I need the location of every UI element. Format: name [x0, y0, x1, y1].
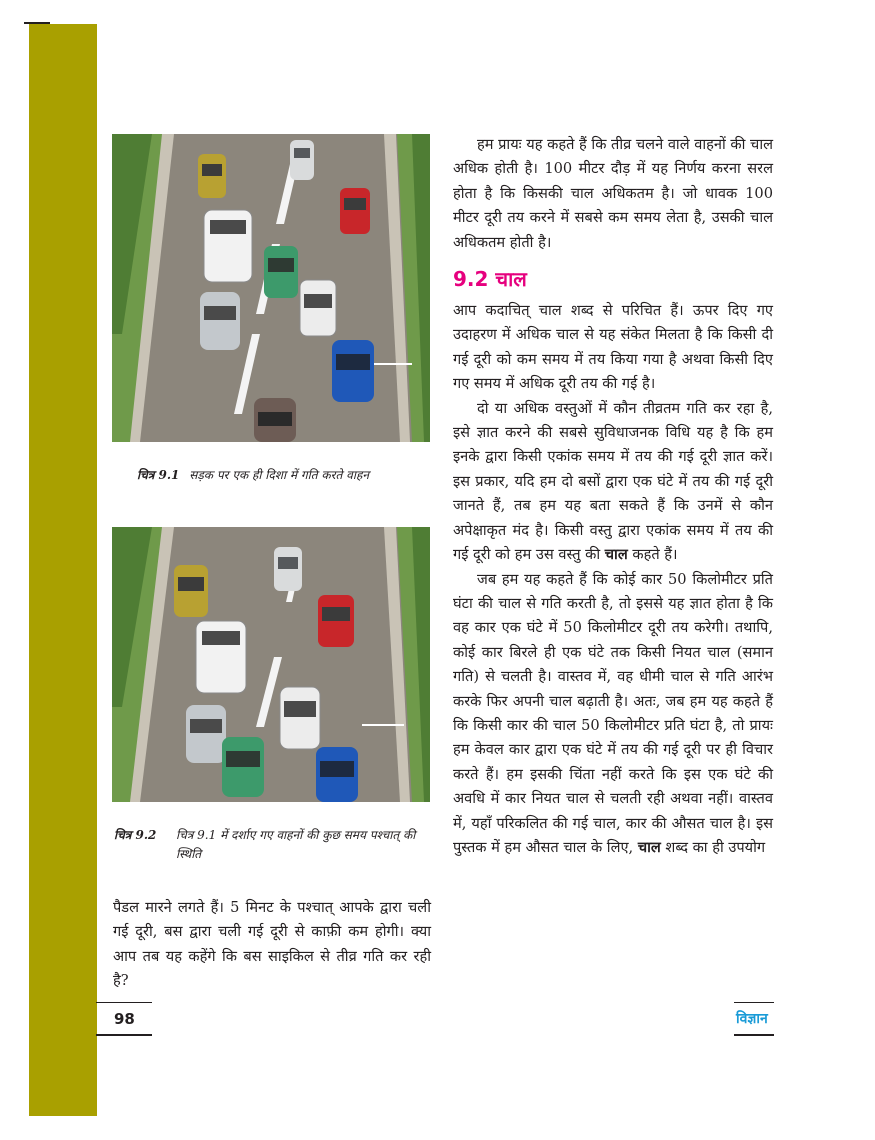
paragraph-3 — [453, 397, 773, 568]
car-green — [264, 246, 298, 298]
footer-rule-right — [734, 1002, 774, 1003]
car-silver — [274, 547, 302, 591]
car-white-van — [204, 210, 252, 282]
paragraph-4-end: शब्द का ही उपयोग — [665, 838, 766, 856]
page-number: 98 — [114, 1010, 135, 1028]
paragraph-4-keyword: चाल — [637, 838, 661, 856]
car-blue — [316, 747, 358, 802]
left-column-text — [113, 896, 431, 994]
left-paragraph: पैडल मारने लगते हैं। 5 मिनट के पश्चात् आपके द्वारा चली गई दूरी, बस द्वारा चली गई दूरी से काफ़ी कम होगी। क्या आप तब यह कहेंगे कि बस साइकिल से तीव्र गति कर रही है? — [113, 899, 431, 990]
car-silver — [290, 140, 314, 180]
car-red — [340, 188, 370, 234]
figure-9-1-illustration — [112, 134, 430, 442]
car-yellow — [174, 565, 208, 617]
paragraph-3-text: दो या अधिक वस्तुओं में कौन तीव्रतम गति कर रहा है, इसे ज्ञात करने की सबसे सुविधाजनक विधि यह है कि हम इनके द्वारा किसी एकांक समय में तय की गई दूरी ज्ञात करें। इस प्रकार, यदि हम दो बसों द्वारा एक घंटे में तय की गई दूरी जानते हैं, तब हम यह बता सकते हैं कि उनमें से कौन अपेक्षाकृत मंद है। किसी वस्तु द्वारा एकांक समय में तय की गई दूरी को हम उस वस्तु की — [453, 399, 773, 564]
footer-rule-left — [96, 1002, 152, 1003]
car-dark — [254, 398, 296, 442]
car-blue — [332, 340, 374, 402]
running-head: विज्ञान — [736, 1011, 768, 1027]
paragraph-4-text: जब हम यह कहते हैं कि कोई कार 50 किलोमीटर प्रति घंटा की चाल से गति करती है, तो इससे यह ज्ञात होता है कि वह कार एक घंटे में 50 किलोमीटर दूरी तय करेगी। तथापि, कोई कार बिरले ही एक घंटे तक किसी नियत चाल (समान गति) से चलती है। वास्तव में, वह धीमी चाल से गति आरंभ करके फिर अपनी चाल बढ़ाती है। अतः, जब हम यह कहते हैं कि किसी कार की चाल 50 किलोमीटर प्रति घंटा है, तो प्रायः हम केवल कार द्वारा एक घंटे में तय की गई दूरी पर ही विचार करते हैं। हम इसकी चिंता नहीं करते कि इस एक घंटे की अवधि में कार नियत चाल से चलती रही अथवा नहीं। वास्तव में, यहाँ परिकलित की गई चाल, कार की औसत चाल है। इस पुस्तक में हम औसत चाल के लिए, — [453, 570, 773, 856]
figure-9-2-illustration — [112, 527, 430, 802]
figure-9-1-caption — [137, 466, 437, 484]
chapter-color-bar — [29, 24, 97, 1116]
paragraph-3-end: कहते हैं। — [632, 546, 678, 564]
section-heading: 9.2 चाल — [453, 267, 527, 292]
car-white — [300, 280, 336, 336]
paragraph-4 — [453, 568, 773, 861]
footer-rule-right-bottom — [734, 1034, 774, 1036]
paragraph-3-keyword: चाल — [604, 546, 628, 564]
figure-9-1-label: चित्र 9.1 — [137, 468, 180, 482]
paragraph-1: हम प्रायः यह कहते हैं कि तीव्र चलने वाले वाहनों की चाल अधिक होती है। 100 मीटर दौड़ में यह निर्णय करना सरल होता है कि किसकी चाल अधिकतम है। जो धावक 100 मीटर दूरी तय करने में सबसे कम समय लेता है, उसकी चाल अधिकतम होती है। — [453, 136, 773, 251]
car-white — [280, 687, 320, 749]
car-yellow — [198, 154, 226, 198]
car-green — [222, 737, 264, 797]
figure-9-1-caption-text: सड़क पर एक ही दिशा में गति करते वाहन — [189, 468, 369, 482]
right-column-text — [453, 133, 773, 860]
figure-9-2-caption-text: चित्र 9.1 में दर्शाए गए वाहनों की कुछ समय पश्चात् की स्थिति — [176, 828, 416, 861]
figure-9-2-label: चित्र 9.2 — [114, 828, 157, 842]
car-grey — [186, 705, 226, 763]
car-grey — [200, 292, 240, 350]
top-rule — [24, 22, 50, 24]
paragraph-2: आप कदाचित् चाल शब्द से परिचित हैं। ऊपर दिए गए उदाहरण में अधिक चाल से यह संकेत मिलता है कि किसी दी गई दूरी को कम समय में तय किया गया है अथवा किसी दिए गए समय में अधिक दूरी तय की गई है। — [453, 302, 773, 393]
footer-rule-left-bottom — [96, 1034, 152, 1036]
car-white-van — [196, 621, 246, 693]
car-red — [318, 595, 354, 647]
